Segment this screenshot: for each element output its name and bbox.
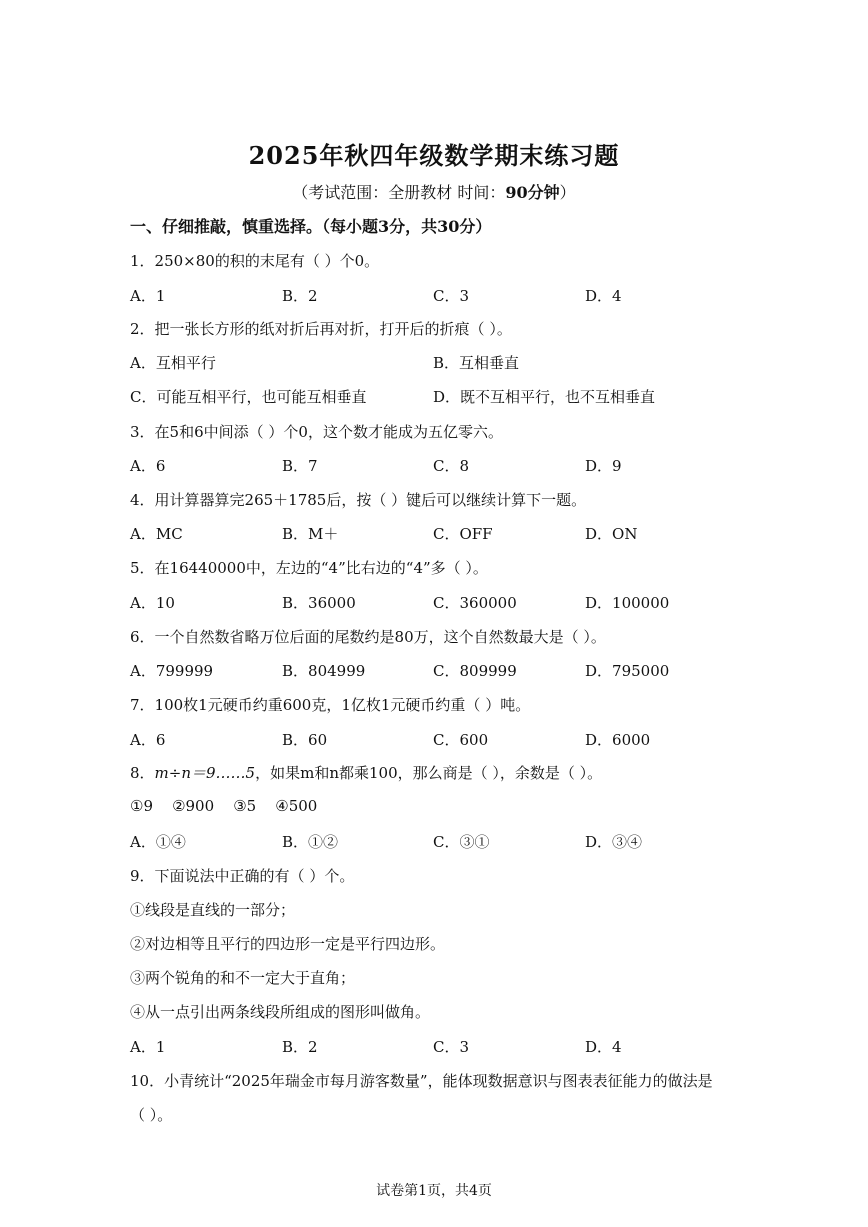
q5-option-c: C．360000 xyxy=(433,594,517,612)
question-10: 10．小青统计“2025年瑞金市每月游客数量”，能体现数据意识与图表表征能力的做法是 xyxy=(130,1072,713,1090)
q4-option-d: D．ON xyxy=(585,525,638,543)
q2-option-b: B．互相垂直 xyxy=(433,354,520,372)
q9-option-a: A．1 xyxy=(130,1038,166,1056)
q1-option-d: D．4 xyxy=(585,287,622,305)
question-1: 1．250×80的积的末尾有（ ）个0。 xyxy=(130,252,380,270)
q8-option-c: C．③① xyxy=(433,833,490,851)
q8-option-d: D．③④ xyxy=(585,833,643,851)
q6-option-c: C．809999 xyxy=(433,662,517,680)
question-2: 2．把一张长方形的纸对折后再对折，打开后的折痕（ ）。 xyxy=(130,320,512,338)
q7-option-a: A．6 xyxy=(130,731,166,749)
q2-option-c: C．可能互相平行，也可能互相垂直 xyxy=(130,388,367,406)
q2-option-a: A．互相平行 xyxy=(130,354,216,372)
question-6: 6．一个自然数省略万位后面的尾数约是80万，这个自然数最大是（ ）。 xyxy=(130,628,606,646)
q5-option-a: A．10 xyxy=(130,594,175,612)
q6-option-a: A．799999 xyxy=(130,662,214,680)
q9-option-c: C．3 xyxy=(433,1038,470,1056)
subtitle-prefix: （考试范围：全册教材 时间： xyxy=(292,183,506,202)
question-9: 9．下面说法中正确的有（ ）个。 xyxy=(130,867,355,885)
q7-option-b: B．60 xyxy=(282,731,328,749)
question-3: 3．在5和6中间添（ ）个0，这个数才能成为五亿零六。 xyxy=(130,423,503,441)
q10-continuation: （ ）。 xyxy=(130,1106,173,1124)
q6-option-d: D．795000 xyxy=(585,662,670,680)
q9-option-b: B．2 xyxy=(282,1038,318,1056)
q3-option-a: A．6 xyxy=(130,457,166,475)
q8-math-expression: m÷n＝9……5 xyxy=(154,764,256,782)
question-4: 4．用计算器算完265＋1785后，按（ ）键后可以继续计算下一题。 xyxy=(130,491,587,509)
q4-option-c: C．OFF xyxy=(433,525,493,543)
subtitle-suffix: ） xyxy=(559,183,576,202)
q7-option-d: D．6000 xyxy=(585,731,651,749)
q8-option-a: A．①④ xyxy=(130,833,186,851)
q9-statement-1: ①线段是直线的一部分； xyxy=(130,901,296,919)
q4-option-a: A．MC xyxy=(130,525,183,543)
q9-statement-2: ②对边相等且平行的四边形一定是平行四边形。 xyxy=(130,935,446,953)
q3-option-d: D．9 xyxy=(585,457,622,475)
q9-statement-3: ③两个锐角的和不一定大于直角； xyxy=(130,969,356,987)
subtitle-time: 90分钟 xyxy=(505,183,560,202)
q7-option-c: C．600 xyxy=(433,731,489,749)
page-title: 2025年秋四年级数学期末练习题 xyxy=(248,141,620,170)
q8-text: ，如果m和n都乘100，那么商是（ ），余数是（ ）。 xyxy=(255,764,603,782)
exam-subtitle xyxy=(0,180,868,203)
q8-option-b: B．①② xyxy=(282,833,339,851)
q1-option-b: B．2 xyxy=(282,287,318,305)
q8-choices: ①9 ②900 ③5 ④500 xyxy=(130,797,318,815)
q4-option-b: B．M＋ xyxy=(282,525,339,543)
question-5: 5．在16440000中，左边的“4”比右边的“4”多（ ）。 xyxy=(130,559,488,577)
q1-option-c: C．3 xyxy=(433,287,470,305)
q3-option-c: C．8 xyxy=(433,457,470,475)
question-8 xyxy=(130,762,602,783)
q3-option-b: B．7 xyxy=(282,457,318,475)
q9-option-d: D．4 xyxy=(585,1038,622,1056)
q9-statement-4: ④从一点引出两条线段所组成的图形叫做角。 xyxy=(130,1003,431,1021)
q5-option-b: B．36000 xyxy=(282,594,356,612)
q2-option-d: D．既不互相平行，也不互相垂直 xyxy=(433,388,656,406)
q5-option-d: D．100000 xyxy=(585,594,670,612)
q6-option-b: B．804999 xyxy=(282,662,366,680)
section-heading: 一、仔细推敲，慎重选择。（每小题3分，共30分） xyxy=(130,217,492,236)
q1-option-a: A．1 xyxy=(130,287,166,305)
page-footer: 试卷第1页，共4页 xyxy=(376,1183,492,1199)
q8-number: 8． xyxy=(130,764,155,782)
question-7: 7．100枚1元硬币约重600克，1亿枚1元硬币约重（ ）吨。 xyxy=(130,696,531,714)
